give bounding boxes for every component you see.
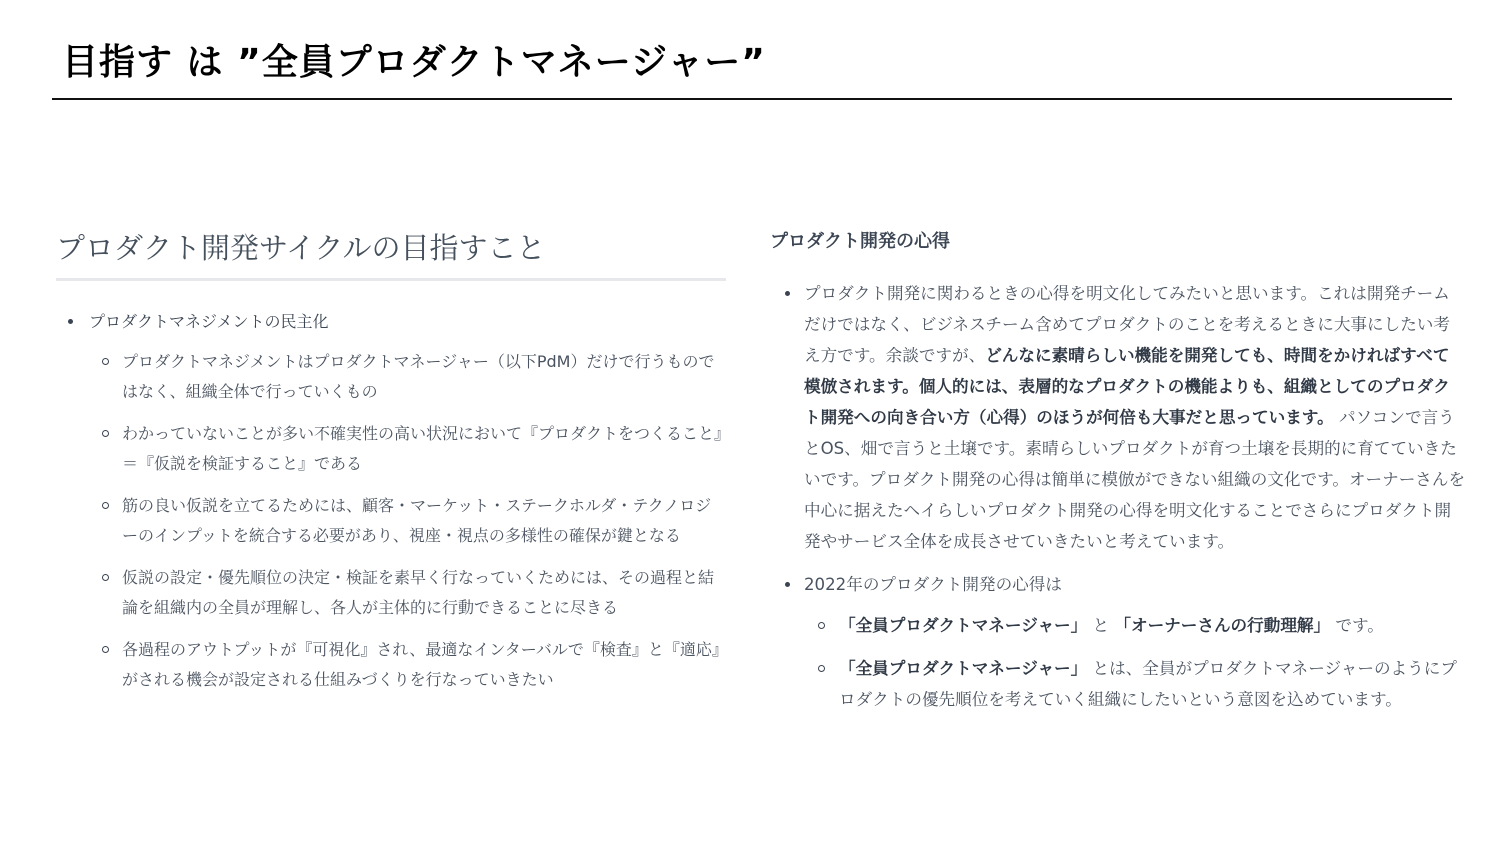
paragraph-text: パソコンで言うとOS、畑で言うと土壌です。素晴らしいプロダクトが育つ土壌を長期的に育てていきたいです。プロダクト開発の心得は簡単に模倣ができない組織の文化です。オーナーさんを中心に据えたヘイらしいプロダクト開発の心得を明文化することでさらにプロダクト開発やサービス全体を成長させていきたいと考えています。	[804, 408, 1466, 551]
left-heading: プロダクト開発サイクルの目指すこと	[56, 231, 546, 265]
right-list	[770, 278, 1466, 715]
right-column	[770, 228, 1466, 727]
left-list	[56, 307, 726, 695]
emphasis-text: 「全員プロダクトマネージャー」	[839, 616, 1088, 635]
emphasis-text: どんなに素晴らしい機能を開発しても、時間をかければすべて模倣されます。個人的には、表層的なプロダクトの機能よりも、組織としてのプロダクト開発への向き合い方（心得）のほうが何倍も大事だと思っています。	[804, 346, 1450, 427]
left-column	[56, 228, 726, 707]
sub-list-item: 各過程のアウトプットが『可視化』され、最適なインターバルで『検査』と『適応』がされる機会が設定される仕組みづくりを行なっていきたい	[89, 635, 726, 695]
sub-list	[89, 347, 726, 695]
paragraph-text: プロダクト開発に関わるときの心得を明文化してみたいと思います。これは開発チームだけではなく、ビジネスチーム含めてプロダクトのことを考えるときに大事にしたい考え方です。余談ですが、	[804, 284, 1450, 365]
list-item	[770, 569, 1466, 715]
sub-list-item	[804, 610, 1466, 641]
list-item	[56, 307, 726, 695]
title-divider	[52, 98, 1452, 100]
list-item	[770, 278, 1466, 557]
slide-title: 目指す は ”全員プロダクトマネージャー”	[62, 42, 766, 83]
emphasis-text: 「全員プロダクトマネージャー」	[839, 659, 1088, 678]
sub-list-item: 筋の良い仮説を立てるためには、顧客・マーケット・ステークホルダ・テクノロジーのインプットを統合する必要があり、視座・視点の多様性の確保が鍵となる	[89, 491, 726, 551]
list-item-label: プロダクトマネジメントの民主化	[89, 312, 329, 331]
tail-text: とは、全員がプロダクトマネージャーのようにプロダクトの優先順位を考えていく組織にしたいという意図を込めています。	[839, 659, 1457, 709]
sub-list-item: わかっていないことが多い不確実性の高い状況において『プロダクトをつくること』＝『仮説を検証すること』である	[89, 419, 726, 479]
sub-list-item: プロダクトマネジメントはプロダクトマネージャー（以下PdM）だけで行うものではなく、組織全体で行っていくもの	[89, 347, 726, 407]
sub-list-item	[804, 653, 1466, 715]
right-heading: プロダクト開発の心得	[770, 231, 950, 252]
emphasis-text: 「オーナーさんの行動理解」	[1114, 616, 1331, 635]
connector-text: と	[1087, 616, 1115, 635]
tail-text: です。	[1330, 616, 1384, 635]
heading-divider	[56, 278, 726, 281]
sub-list	[804, 610, 1466, 715]
list-item-label: 2022年のプロダクト開発の心得は	[804, 575, 1062, 594]
sub-list-item: 仮説の設定・優先順位の決定・検証を素早く行なっていくためには、その過程と結論を組織内の全員が理解し、各人が主体的に行動できることに尽きる	[89, 563, 726, 623]
